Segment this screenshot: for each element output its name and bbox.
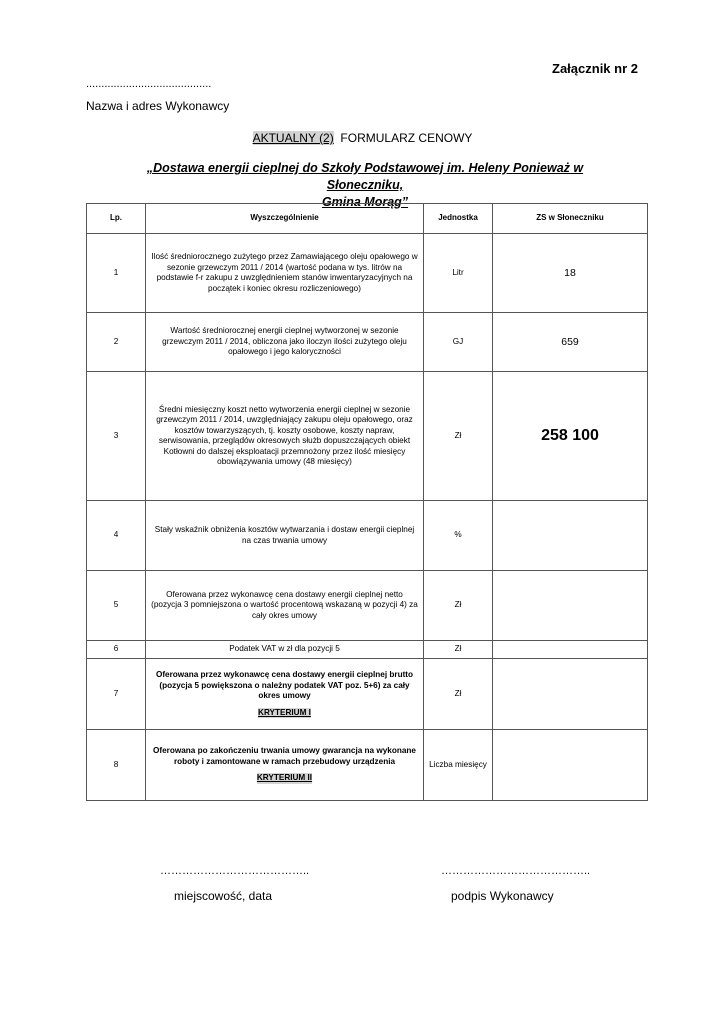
criterion-label: KRYTERIUM I [258, 707, 311, 717]
contractor-dots: ......................................... [86, 78, 212, 90]
row-description: Oferowana po zakończeniu trwania umowy gwarancja na wykonane roboty i zamontowane w ramach przebudowy urządzenia [153, 746, 416, 766]
table-row [87, 501, 648, 571]
row-value[interactable] [493, 571, 648, 641]
form-title [0, 131, 725, 145]
form-title-main: FORMULARZ CENOWY [340, 131, 473, 145]
row-description-cell [146, 659, 424, 730]
row-description: Oferowana przez wykonawcę cena dostawy energii cieplnej netto (pozycja 3 pomniejszona o wartość procentową wskazaną w pozycji 4) za cały okres umowy [146, 571, 424, 641]
table-row [87, 659, 648, 730]
row-value[interactable]: 659 [493, 313, 648, 372]
place-date-label: miejscowość, data [174, 889, 273, 903]
form-title-prefix: AKTUALNY (2) [252, 131, 334, 145]
row-description: Wartość średniorocznej energii cieplnej wytworzonej w sezonie grzewczym 2011 / 2014, obliczona jako iloczyn ilości zużytego oleju opałowego i jego kaloryczności [146, 313, 424, 372]
contractor-label: Nazwa i adres Wykonawcy [86, 99, 230, 113]
row-description: Stały wskaźnik obniżenia kosztów wytwarzania i dostaw energii cieplnej na czas trwania umowy [146, 501, 424, 571]
row-value[interactable] [493, 641, 648, 659]
row-value[interactable] [493, 730, 648, 801]
header-school: ZS w Słoneczniku [493, 204, 648, 234]
table-row [87, 730, 648, 801]
table-row [87, 372, 648, 501]
place-date-dots: ………………………………….. [160, 865, 310, 877]
price-table [86, 203, 648, 801]
row-lp: 8 [87, 730, 146, 801]
row-unit: Zł [424, 372, 493, 501]
table-header-row [87, 204, 648, 234]
criterion-label: KRYTERIUM II [256, 773, 313, 783]
row-description: Średni miesięczny koszt netto wytworzenia energii cieplnej w sezonie grzewczym 2011 / 2014, uwzględniający zakupu oleju opałowego, oraz kosztów towarzyszących, tj. koszty osobowe, koszty napraw, serwisowania, przeglądów okresowych służb dopuszczających obiekt Kotłowni do dalszej eksploatacji przemnożony przez ilość miesięcy obowiązywania umowy (48 miesięcy) [146, 372, 424, 501]
row-lp: 2 [87, 313, 146, 372]
row-value[interactable] [493, 659, 648, 730]
row-value[interactable]: 258 100 [493, 372, 648, 501]
row-lp: 6 [87, 641, 146, 659]
table-row [87, 641, 648, 659]
table-row [87, 313, 648, 372]
row-lp: 4 [87, 501, 146, 571]
subject-line-1: „Dostawa energii cieplnej do Szkoły Podstawowej im. Heleny Ponieważ w Słoneczniku, [146, 161, 584, 192]
row-description: Ilość średniorocznego zużytego przez Zamawiającego oleju opałowego w sezonie grzewczym 2011 / 2014 (wartość podana w tys. litrów na podstawie f-r zakupu z uwzględnieniem stanów inwentaryzacyjnych na początek i koniec okresu rozliczeniowego) [146, 234, 424, 313]
header-lp: Lp. [87, 204, 146, 234]
row-unit: Zł [424, 571, 493, 641]
signature-dots: ………………………………….. [441, 865, 591, 877]
header-description: Wyszczególnienie [146, 204, 424, 234]
row-lp: 1 [87, 234, 146, 313]
row-unit: Zł [424, 641, 493, 659]
row-unit: Litr [424, 234, 493, 313]
row-unit: Zł [424, 659, 493, 730]
row-value[interactable]: 18 [493, 234, 648, 313]
row-value[interactable] [493, 501, 648, 571]
row-unit: Liczba miesięcy [424, 730, 493, 801]
header-unit: Jednostka [424, 204, 493, 234]
row-description: Oferowana przez wykonawcę cena dostawy energii cieplnej brutto (pozycja 5 powiększona o należny podatek VAT poz. 5+6) za cały okres umowy [155, 670, 414, 700]
signature-label: podpis Wykonawcy [451, 889, 554, 903]
subject-line-2: Gmina Morąg” [321, 195, 409, 209]
table-row [87, 234, 648, 313]
row-lp: 5 [87, 571, 146, 641]
attachment-number: Załącznik nr 2 [552, 61, 638, 76]
table-row [87, 571, 648, 641]
row-lp: 3 [87, 372, 146, 501]
row-lp: 7 [87, 659, 146, 730]
row-description-cell [146, 730, 424, 801]
row-description: Podatek VAT w zł dla pozycji 5 [146, 641, 424, 659]
row-unit: GJ [424, 313, 493, 372]
row-unit: % [424, 501, 493, 571]
